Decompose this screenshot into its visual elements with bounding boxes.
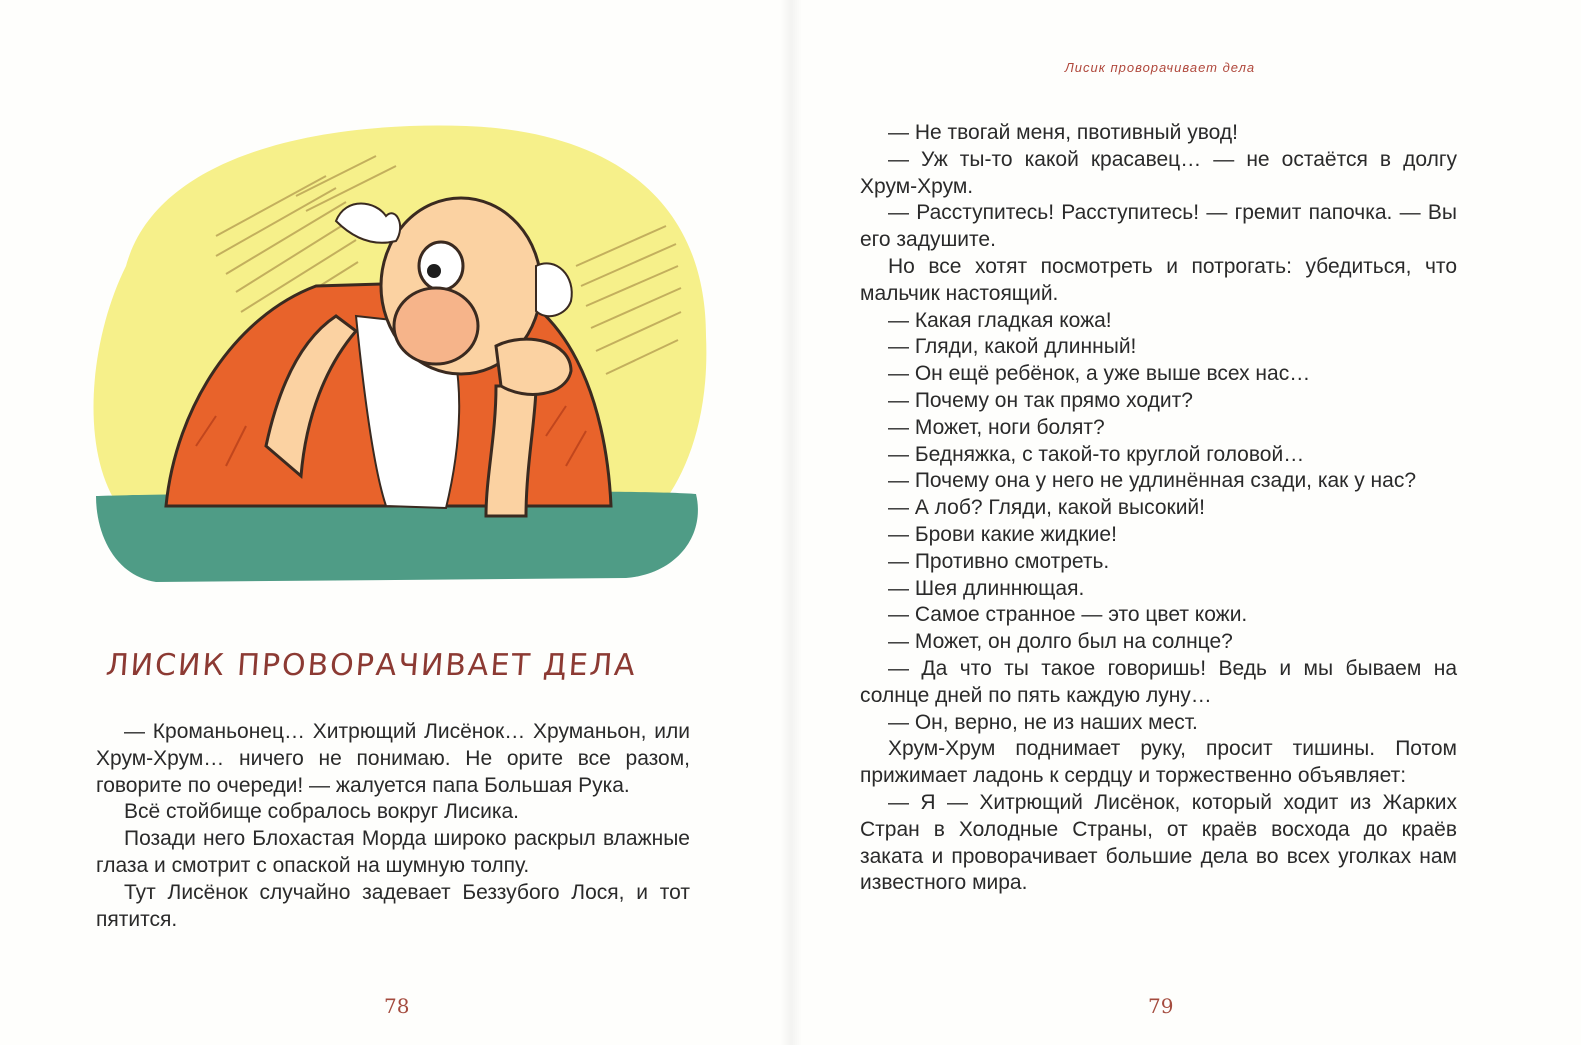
old-caveman-illustration bbox=[66, 116, 714, 586]
paragraph: — Расступитесь! Расступитесь! — гремит папочка. — Вы его задушите. bbox=[860, 201, 1457, 252]
left-page-text bbox=[96, 719, 690, 933]
right-page-text bbox=[860, 120, 1457, 897]
paragraph: Тут Лисёнок случайно задевает Беззубого Лося, и тот пятится. bbox=[96, 880, 690, 931]
running-head: Лисик проворачивает дела bbox=[1064, 60, 1256, 75]
paragraph: — Брови какие жидкие! bbox=[888, 522, 1117, 546]
paragraph: Но все хотят посмотреть и потрогать: убедиться, что мальчик настоящий. bbox=[860, 254, 1457, 305]
paragraph: Хрум-Хрум поднимает руку, просит тишины. Потом прижимает ладонь к сердцу и торжественно объявляет: bbox=[860, 737, 1457, 788]
paragraph: — Да что ты такое говоришь! Ведь и мы бываем на солнце дней по пять каждую луну… bbox=[860, 656, 1457, 707]
book-gutter bbox=[780, 0, 802, 1045]
paragraph: — А лоб? Гляди, какой высокий! bbox=[888, 496, 1205, 520]
page-number-left: 78 bbox=[384, 994, 410, 1018]
right-page bbox=[790, 0, 1581, 1045]
paragraph: — Уж ты-то какой красавец… — не остаётся в долгу Хрум-Хрум. bbox=[860, 147, 1457, 198]
paragraph: — Он ещё ребёнок, а уже выше всех нас… bbox=[888, 362, 1311, 386]
paragraph: — Я — Хитрющий Лисёнок, который ходит из Жарких Стран в Холодные Страны, от краёв восхода до краёв заката и проворачивает большие дела во всех уголках нам известного мира. bbox=[860, 790, 1457, 895]
paragraph: — Гляди, какой длинный! bbox=[888, 335, 1137, 359]
paragraph: Всё стойбище собралось вокруг Лисика. bbox=[124, 800, 520, 824]
page-number-right: 79 bbox=[1148, 994, 1174, 1018]
paragraph: — Может, он долго был на солнце? bbox=[888, 630, 1233, 654]
paragraph: — Почему она у него не удлинённая сзади, как у нас? bbox=[888, 469, 1416, 493]
paragraph: — Может, ноги болят? bbox=[888, 415, 1105, 439]
paragraph: — Кроманьонец… Хитрющий Лисёнок… Хруманьон, или Хрум-Хрум… ничего не понимаю. Не орите все разом, говорите по очереди! — жалуется папа Большая Рука. bbox=[96, 720, 690, 797]
paragraph: — Не твогай меня, пвотивный увод! bbox=[888, 121, 1238, 144]
paragraph: — Почему он так прямо ходит? bbox=[888, 388, 1193, 412]
paragraph: — Самое странное — это цвет кожи. bbox=[888, 603, 1248, 627]
paragraph: — Он, верно, не из наших мест. bbox=[888, 710, 1198, 734]
paragraph: — Шея длиннющая. bbox=[888, 576, 1085, 600]
paragraph: Позади него Блохастая Морда широко раскрыл влажные глаза и смотрит с опаской на шумную толпу. bbox=[96, 827, 690, 877]
chapter-title: ЛИСИК ПРОВОРАЧИВАЕТ ДЕЛА bbox=[104, 648, 638, 683]
left-page bbox=[0, 0, 790, 1045]
paragraph: — Противно смотреть. bbox=[888, 549, 1110, 573]
paragraph: — Какая гладкая кожа! bbox=[888, 308, 1112, 332]
paragraph: — Бедняжка, с такой-то круглой головой… bbox=[888, 442, 1305, 466]
